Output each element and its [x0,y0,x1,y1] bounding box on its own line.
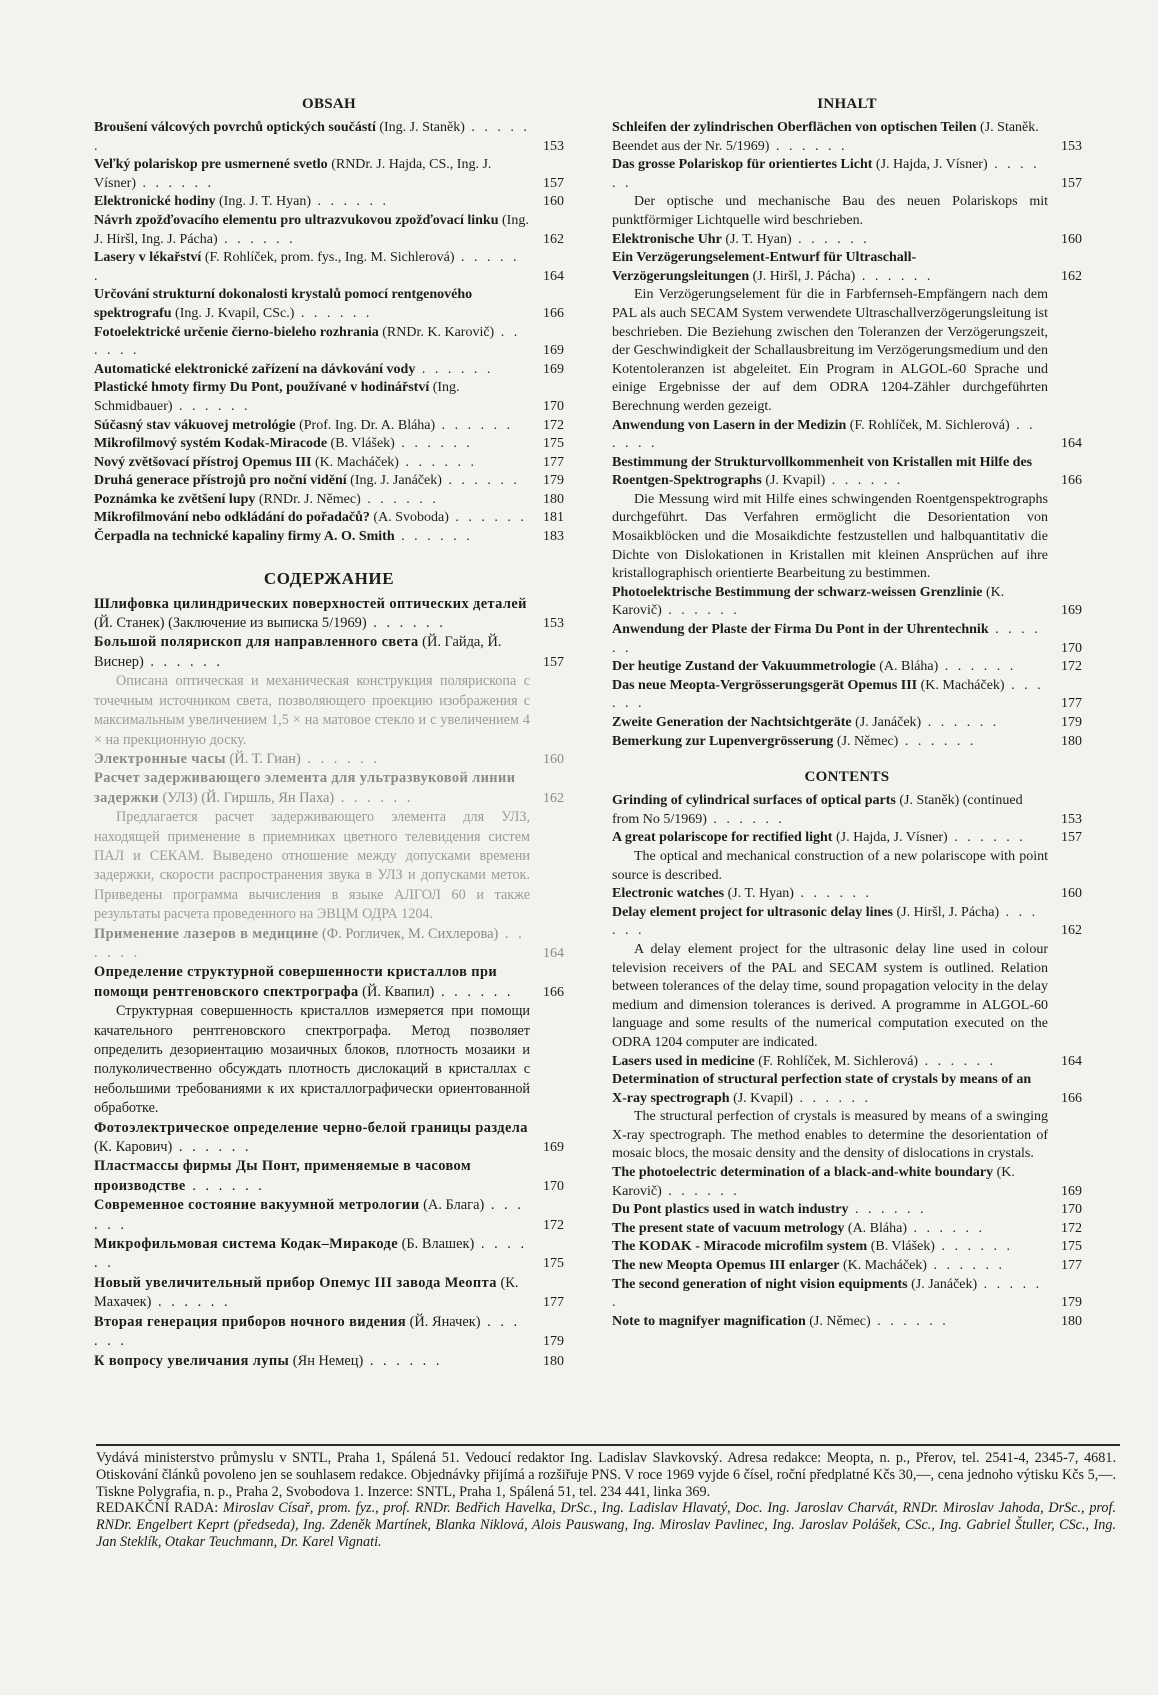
toc-entry-author: (J. Kvapil) [733,1090,793,1106]
toc-entry-title: Schleifen der zylindrischen Oberflächen von optischen Teilen [612,120,977,135]
toc-entry-author: (Prof. Ing. Dr. A. Bláha) [299,417,436,433]
leader-dots: . . . . . . [938,659,1017,675]
leader-dots: . . . . . . [394,529,473,545]
toc-entry [94,212,564,249]
toc-entry-page: 164 [1061,436,1082,452]
leader-dots: . . . . . . [907,1220,985,1236]
toc-entry-page: 164 [1061,1053,1082,1069]
toc-entry-page: 169 [1061,1183,1082,1199]
toc-entry [94,472,564,491]
toc-entry [94,1119,564,1158]
toc-entry-title: Plastické hmoty firmy Du Pont, používané v hodinářství [94,380,430,396]
contents-list [612,792,1082,1331]
toc-entry-abstract: The structural perfection of crystals is measured by means of a swinging X-ray spectrograph. The method enables to determine the desorientation of mosaic blocs, the mosaic density and the density of dislocations in crystals. [612,1109,1048,1162]
toc-entry-author: (K. Karovič) [612,1165,1015,1199]
leader-dots: . . . . . . [94,1197,524,1233]
leader-dots: . . . . . . [398,454,477,470]
toc-entry-title: Anwendung von Lasern in der Medizin [612,417,847,433]
toc-entry-page: 172 [543,1217,564,1233]
toc-entry-page: 170 [1061,640,1082,656]
toc-entry [94,249,564,286]
toc-entry [94,1274,564,1313]
leader-dots: . . . . . . [921,715,1000,730]
toc-entry-page: 181 [543,510,564,526]
toc-entry-author: (A. Bláha) [847,1220,907,1236]
toc-entry-author: (J. Němec) [809,1313,871,1329]
toc-entry-page: 160 [543,751,564,767]
toc-entry [612,454,1082,491]
leader-dots: . . . . . . [791,231,870,247]
contents-heading: CONTENTS [804,769,890,786]
leader-dots: . . . . . . [294,305,373,321]
toc-entry-author: (Й. Станек) (Заключение из выписка 5/1969) [94,615,367,632]
toc-entry-author: (K. Macháček) [920,677,1005,693]
toc-entry [612,249,1082,286]
toc-entry-author: (Й. Яначек) [409,1313,481,1330]
leader-dots: . . . . . . [848,1202,927,1218]
leader-dots: . . . . . . [448,510,527,526]
toc-entry [612,792,1082,829]
toc-entry [94,633,564,672]
obsah-list [94,119,564,547]
leader-dots: . . . . . . [136,175,214,191]
toc-entry [612,1276,1082,1313]
toc-entry [94,963,564,1002]
toc-entry [612,1220,1082,1239]
toc-entry-page: 157 [1061,830,1082,846]
toc-entry-author: (B. Vlášek) [870,1239,935,1255]
toc-entry-title: Применение лазеров в медицине [94,925,319,942]
toc-entry [94,119,564,156]
leader-dots: . . . . . . [612,904,1039,939]
toc-entry-page: 164 [543,945,564,961]
toc-entry-page: 170 [1061,1202,1082,1218]
toc-entry-page: 166 [543,984,564,1000]
toc-entry-page: 180 [543,491,564,507]
toc-entry-author: (J. Hiršl, J. Pácha) [896,904,1000,920]
toc-entry [612,417,1082,454]
toc-entry [612,658,1082,677]
toc-entry-abstract: Die Messung wird mit Hilfe eines schwingenden Roentgenspektrographs durchgeführt. Das Verfahren ermöglicht die Desorientation von Mosaikblöcken und die Mosaikdichte festzustellen und halbquantitativ die Dichte von Dislokationen in Kristallen mit kleinen Ansprüchen auf ihre kristallographisch orientierte Bearbeitung zu bestimmen. [612,491,1048,582]
toc-entry-title: Electronic watches [612,886,725,902]
toc-entry-title: Zweite Generation der Nachtsichtgeräte [612,715,852,730]
toc-entry [612,231,1082,250]
toc-entry-author: (A. Bláha) [879,659,939,675]
toc-entry-author: (УЛЗ) (Й. Гиршль, Ян Паха) [162,789,335,806]
toc-entry-title: The present state of vacuum metrology [612,1220,845,1236]
soderzhanie-list [94,595,564,1371]
toc-entry-author: (J. Staněk) (continued from No 5/1969) [612,793,1023,827]
toc-entry-title: Der heutige Zustand der Vakuummetrologie [612,659,876,675]
toc-entry-title: Das grosse Polariskop für orientiertes Licht [612,157,873,173]
toc-entry-title: Микрофильмовая система Кодак–Миракоде [94,1236,398,1253]
leader-dots: . . . . . . [792,1090,871,1106]
toc-entry-abstract: Описана оптическая и механическая конструкция полярископа с точечным источником света, позволяющего проекцию изображения с максимальным увеличением 1,5 × на матовое стекло и с увеличением 4 × на прекционную доску. [94,673,530,748]
toc-entry-author: (K. Macháček) [843,1258,927,1274]
toc-entry-abstract: Der optische und mechanische Bau des neuen Polariskops mit punktförmiger Lichtquelle wird beschrieben. [612,194,1048,228]
toc-entry [94,1352,564,1371]
toc-entry-title: Elektronické hodiny [94,194,216,210]
toc-entry [94,1157,564,1196]
toc-entry-title: Современное состояние вакуумной метрологии [94,1197,420,1214]
toc-entry-author: (А. Блага) [423,1197,485,1214]
toc-entry [94,769,564,808]
toc-entry-title: Шлифовка цилиндрических поверхностей оптических деталей [94,595,527,612]
toc-entry-title: Bemerkung zur Lupenvergrösserung [612,733,834,749]
toc-entry-title: Пластмассы фирмы Ды Понт, применяемые в часовом производстве [94,1158,472,1194]
toc-entry-author: (B. Vlášek) [330,436,395,452]
toc-entry-page: 162 [543,231,564,247]
toc-entry [94,324,564,361]
toc-entry-page: 153 [1061,811,1082,827]
toc-entry [94,1235,564,1274]
toc-entry-page: 169 [543,343,564,359]
leader-dots: . . . . . . [793,886,872,902]
leader-dots: . . . . . . [94,1236,528,1272]
toc-entry [612,1071,1082,1108]
editorial-board [96,1500,1116,1550]
toc-entry-title: Determination of structural perfection state of crystals by means of an X-ray spectrograph [612,1072,1032,1106]
toc-entry-title: Lasery v lékařství [94,250,202,266]
leader-dots: . . . . . . [217,231,296,247]
leader-dots: . . . . . . [947,830,1026,846]
toc-entry-title: The second generation of night vision equipments [612,1276,908,1292]
toc-entry [612,1313,1082,1332]
toc-entry-title: Veľký polariskop pre usmernené svetlo [94,157,328,173]
toc-entry-title: Nový zvětšovací přístroj Opemus III [94,454,312,470]
toc-entry-page: 177 [543,454,564,470]
toc-entry-page: 175 [1061,1239,1082,1255]
toc-entry-author: (Ф. Рогличек, М. Сихлерова) [321,925,499,942]
leader-dots: . . . . . . [94,925,525,961]
toc-entry-title: Bestimmung der Strukturvollkommenheit von Kristallen mit Hilfe des Roentgen-Spektrographs [612,454,1033,489]
leader-dots: . . . . . . [769,138,848,154]
leader-dots: . . . . . . [363,1352,443,1369]
leader-dots: . . . . . . [94,324,521,359]
toc-entry [612,1164,1082,1201]
editorial-board-label: REDAKČNÍ RADA: [96,1500,219,1517]
toc-entry-author: (J. Kvapil) [765,473,826,489]
toc-entry-title: The KODAK - Miracode microfilm system [612,1239,868,1255]
toc-entry-page: 162 [543,790,564,806]
imprint-footer [96,1450,1116,1551]
toc-entry [612,733,1082,752]
editorial-board-members: Miroslav Císař, prom. fyz., prof. RNDr. Bedřich Havelka, DrSc., Ing. Ladislav Hlavatý, Doc. Ing. Jaroslav Charvát, RNDr. Miroslav Jahoda, DrSc., prof. RNDr. Engelbert Keprt (předseda), Ing. Zdeněk Martínek, Blanka Niklová, Alois Pauswang, Ing. Miroslav Pavlinec, Ing. Jaroslav Polášek, CSc., Ing. Gabriel Štuller, CSc., Ing. Jan Steklík, Otakar Teuchmann, Dr. Karel Vignati. [96,1500,1116,1550]
toc-entry-title: Ein Verzögerungselement-Entwurf für Ultraschall-Verzögerungsleitungen [612,250,917,284]
leader-dots: . . . . . . [94,1313,521,1350]
toc-entry-author: (Ing. J. Hiršl, Ing. J. Pácha) [94,212,529,247]
toc-entry-page: 179 [543,473,564,489]
toc-entry-title: Grinding of cylindrical surfaces of optical parts [612,793,896,809]
toc-entry-author: (J. Janáček) [911,1276,978,1292]
toc-entry-title: Druhá generace přístrojů pro noční vidění [94,473,347,489]
toc-entry-page: 162 [1061,923,1082,939]
toc-entry-author: (F. Rohlíček, prom. fys., Ing. M. Sichlerová) [204,250,455,266]
toc-entry-author: (Ing. Schmidbauer) [94,380,460,414]
toc-entry-title: Súčasný stav vákuovej metrológie [94,417,296,433]
toc-entry-title: Čerpadla na technické kapaliny firmy A. O. Smith [94,529,395,545]
inhalt-heading: INHALT [817,96,877,112]
toc-entry [94,1196,564,1235]
toc-entry-page: 157 [1061,175,1082,191]
toc-entry [94,1313,564,1352]
toc-entry-page: 169 [1061,603,1082,619]
leader-dots: . . . . . . [300,750,380,767]
toc-entry-title: Lasers used in medicine [612,1053,755,1069]
toc-entry-title: Poznámka ke zvětšení lupy [94,491,256,507]
toc-entry-page: 153 [543,616,564,632]
toc-entry-title: Das neue Meopta-Vergrösserungsgerät Opemus III [612,677,918,693]
toc-entry-page: 166 [543,305,564,321]
toc-entry-page: 157 [543,175,564,191]
toc-entry-page: 153 [1061,138,1082,154]
leader-dots: . . . . . . [360,491,439,507]
toc-entry [612,1238,1082,1257]
toc-entry-author: (Ing. J. Staněk) [379,120,465,135]
leader-dots: . . . . . . [612,157,1040,191]
toc-entry [612,119,1082,156]
left-column [94,96,564,1371]
toc-entry [94,750,564,769]
obsah-heading: OBSAH [301,96,356,112]
toc-entry-author: (K. Macháček) [315,454,399,470]
toc-entry-author: (J. Němec) [836,733,899,749]
toc-entry-author: (J. Hajda, J. Vísner) [875,157,988,173]
toc-entry-page: 160 [543,194,564,210]
toc-entry [94,156,564,193]
toc-entry [94,193,564,212]
toc-entry-author: (Й. Гайда, Й. Виснер) [94,634,502,670]
toc-entry-author: (Б. Влашек) [401,1236,475,1253]
toc-entry-title: Broušení válcových povrchů optických součástí [94,120,376,135]
toc-entry-author: (Ян Немец) [292,1352,364,1369]
leader-dots: . . . . . . [870,1313,949,1329]
footer-divider [96,1444,1120,1446]
toc-entry-author: (J. Hiršl, J. Pácha) [752,268,856,284]
toc-entry-page: 166 [1061,473,1082,489]
toc-entry-author: (J. Hajda, J. Vísner) [835,830,948,846]
toc-entry-page: 169 [543,1140,564,1156]
toc-entry-title: Большой полярископ для направленного света [94,634,419,651]
toc-entry [612,1053,1082,1072]
leader-dots: . . . . . . [94,120,530,154]
toc-entry-title: Mikrofilmový systém Kodak-Miracode [94,436,328,452]
inhalt-list [612,119,1082,751]
toc-entry-author: (Й. Квапил) [362,983,435,1000]
toc-entry-title: Электронные часы [94,750,226,767]
leader-dots: . . . . . . [334,789,414,806]
leader-dots: . . . . . . [143,653,223,670]
toc-entry [612,1257,1082,1276]
toc-entry [612,621,1082,658]
toc-entry-author: (Й. Т. Гиан) [229,750,301,767]
toc-entry-title: Photoelektrische Bestimmung der schwarz-weissen Grenzlinie [612,584,983,600]
toc-entry [612,904,1082,941]
toc-entry-page: 172 [543,417,564,433]
toc-entry [612,584,1082,621]
toc-entry-page: 162 [1061,268,1082,284]
leader-dots: . . . . . . [898,733,977,749]
leader-dots: . . . . . . [612,622,1041,656]
leader-dots: . . . . . . [366,615,446,632]
toc-entry-author: (F. Rohlíček, M. Sichlerová) [849,417,1010,433]
toc-entry-page: 170 [543,398,564,414]
toc-entry-author: (К. Карович) [94,1139,173,1156]
leader-dots: . . . . . . [415,361,494,377]
leader-dots: . . . . . . [435,417,514,433]
toc-entry-author: (J. T. Hyan) [727,886,794,902]
toc-entry [612,677,1082,714]
toc-entry-page: 172 [1061,659,1082,675]
toc-entry-title: The photoelectric determination of a black-and-white boundary [612,1165,994,1181]
toc-entry-title: Du Pont plastics used in watch industry [612,1202,849,1218]
toc-entry-author: (A. Svoboda) [373,510,449,526]
toc-entry-author: (J. Staněk. Beendet aus der Nr. 5/1969) [612,120,1039,154]
toc-entry-page: 175 [543,436,564,452]
toc-entry [94,361,564,380]
toc-entry [94,435,564,454]
toc-entry-page: 177 [1061,1258,1082,1274]
toc-entry-title: Расчет задерживающего элемента для ультразвуковой линии задержки [94,770,516,806]
publisher-info: Vydává ministerstvo průmyslu v SNTL, Praha 1, Spálená 51. Vedoucí redaktor Ing. Ladislav Slavkovský. Adresa redakce: Meopta, n. p., Přerov, tel. 2541-4, 2345-7, 4681. Otiskování článků povoleno jen se souhlasem redakce. Objednávky přijímá a rozšiřuje PNS. V roce 1969 vyjde 6 čísel, roční předplatné Kčs 30,—, cena jednoho výtisku Kčs 5,—. Tiskne Polygrafia, n. p., Praha 2, Svobodova 1. Inzerce: SNTL, Praha 1, Spálená 51, tel. 234 441, linka 369. [96,1450,1116,1500]
leader-dots: . . . . . . [661,1183,740,1199]
leader-dots: . . . . . . [172,1139,252,1156]
toc-entry-author: (Ing. J. Janáček) [350,473,442,489]
toc-entry-title: Mikrofilmování nebo odkládání do pořadačů? [94,510,370,526]
toc-entry-title: The new Meopta Opemus III enlarger [612,1258,840,1274]
toc-entry-title: Новый увеличительный прибор Опемус III завода Меопта [94,1274,497,1291]
toc-entry-page: 169 [543,361,564,377]
toc-entry-page: 153 [543,138,564,154]
toc-entry-title: Определение структурной совершенности кристаллов при помощи рентгеновского спектрографа [94,964,498,1000]
toc-entry-page: 180 [543,1353,564,1369]
toc-entry-author: (K. Karovič) [612,584,1005,619]
toc-entry-title: К вопросу увеличания лупы [94,1352,290,1369]
toc-entry [612,829,1082,848]
toc-entry [94,528,564,547]
leader-dots: . . . . . . [434,983,514,1000]
leader-dots: . . . . . . [172,398,251,414]
toc-entry [94,491,564,510]
leader-dots: . . . . . . [855,268,934,284]
toc-entry-page: 172 [1061,1220,1082,1236]
toc-entry-title: Note to magnifyer magnification [612,1313,806,1329]
toc-entry-title: Fotoelektrické určenie čierno-bieleho rozhrania [94,324,379,340]
leader-dots: . . . . . . [706,811,785,827]
soderzhanie-heading: СОДЕРЖАНИЕ [263,568,395,588]
toc-entry [612,156,1082,193]
toc-entry-author: (Ing. J. T. Hyan) [219,194,312,210]
toc-entry [612,885,1082,904]
toc-entry-abstract: Предлагается расчет задерживающего элемента для УЛЗ, находящей применение в приемниках цветного телевидения систем ПАЛ и СЕКАМ. Выведено отношение между допусками времени задержки, скорости распространения звука в УЛЗ и допусками меток. Приведены программа вычисления в языке АЛГОЛ 60 и также результаты расчета проведенного на ЭВЦМ ОДРА 1204. [94,809,530,923]
toc-entry [612,1201,1082,1220]
toc-entry-page: 179 [543,1334,564,1350]
toc-entry-author: (Ing. J. Kvapil, CSc.) [175,305,295,321]
leader-dots: . . . . . . [185,1177,265,1194]
toc-entry [94,417,564,436]
toc-entry-title: Návrh zpožďovacího elementu pro ultrazvukovou zpožďovací linku [94,212,499,228]
toc-entry-page: 160 [1061,231,1082,247]
toc-entry-author: (К. Махачек) [94,1274,519,1311]
leader-dots: . . . . . . [825,473,904,489]
toc-entry-author: (RNDr. J. Němec) [258,491,361,507]
leader-dots: . . . . . . [661,603,740,619]
toc-entry [94,925,564,964]
toc-entry-page: 180 [1061,733,1082,749]
toc-entry-author: (J. Janáček) [855,715,922,730]
toc-entry [94,595,564,634]
toc-entry [612,714,1082,733]
leader-dots: . . . . . . [926,1258,1005,1274]
leader-dots: . . . . . . [151,1294,231,1311]
toc-entry-title: Фотоэлектрическое определение черно-белой границы раздела [94,1119,528,1136]
toc-entry-page: 175 [543,1256,564,1272]
leader-dots: . . . . . . [612,1276,1043,1311]
leader-dots: . . . . . . [612,417,1036,452]
toc-entry-title: Automatické elektronické zařízení na dávkování vody [94,361,416,377]
toc-entry-title: Вторая генерация приборов ночного видения [94,1313,407,1330]
toc-entry-author: (J. T. Hyan) [725,231,792,247]
toc-entry [94,379,564,416]
toc-entry-page: 177 [1061,696,1082,712]
toc-entry-title: Určování strukturní dokonalosti krystalů pomocí rentgenového spektrografu [94,287,473,321]
toc-entry-page: 180 [1061,1313,1082,1329]
toc-entry-page: 179 [1061,715,1082,730]
toc-entry-title: Delay element project for ultrasonic delay lines [612,904,893,920]
toc-entry-page: 170 [543,1178,564,1194]
leader-dots: . . . . . . [394,436,473,452]
toc-entry-abstract: The optical and mechanical construction of a new polariscope with point source is described. [612,848,1048,883]
toc-entry [94,286,564,323]
leader-dots: . . . . . . [612,677,1044,712]
toc-entry-abstract: A delay element project for the ultrasonic delay line used in colour television receivers of the PAL and SECAM system is outlined. Relation between tolerances of the delay time, sound propagation velocity in the delay medium and dimension tolerances is derived. A programme in ALGOL-60 language and some results of the numerical computation executed on the ODRA 1204 computer are indicated. [612,941,1048,1050]
toc-entry-page: 166 [1061,1090,1082,1106]
toc-entry-page: 160 [1061,886,1082,902]
toc-entry-page: 183 [543,529,564,545]
toc-entry-page: 179 [1061,1295,1082,1311]
leader-dots: . . . . . . [918,1053,997,1069]
leader-dots: . . . . . . [311,194,390,210]
soderzhanie-section [94,569,564,1371]
toc-entry-author: (F. Rohlíček, M. Sichlerová) [758,1053,919,1069]
toc-entry-page: 164 [543,268,564,284]
leader-dots: . . . . . . [94,250,520,284]
leader-dots: . . . . . . [934,1239,1013,1255]
toc-entry-author: (RNDr. K. Karovič) [382,324,495,340]
toc-entry-abstract: Структурная совершенность кристаллов измеряется при помощи качательного рентгеновского спектрографа. Метод позволяет определить дезориентацию мозаичных блоков, плотность мозаики и полуколичественно обсуждать плотность дислокаций в кристаллах с небольшими требованиями к их кристаллографически ориентованной обработке. [94,1003,530,1117]
leader-dots: . . . . . . [441,473,520,489]
toc-entry-abstract: Ein Verzögerungselement für die in Farbfernseh-Empfängern nach dem PAL als auch SECAM System verwendete Ultraschallverzögerungsleitung ist beschrieben. Die Beziehung zwischen den Toleranzen der Verzögerungszeit, der Geschwindigkeit der Schallausbreitung im Verzögerungsmedium und den Kotentoleranzen ist abgeleitet. Ein Program in ALGOL-60 Sprache und einige Ergebnisse der auf dem ODRA 1204-Zähler durchgeführten Berechnung werden gezeigt. [612,287,1048,414]
right-column [612,96,1082,1331]
toc-entry-page: 157 [543,654,564,670]
toc-entry-title: A great polariscope for rectified light [612,830,833,846]
toc-entry-title: Anwendung der Plaste der Firma Du Pont in der Uhrentechnik [612,622,989,638]
toc-entry [94,509,564,528]
toc-entry-title: Elektronische Uhr [612,231,722,247]
toc-entry-page: 177 [543,1295,564,1311]
toc-entry-author: (RNDr. J. Hajda, CS., Ing. J. Vísner) [94,157,492,191]
toc-entry [94,454,564,473]
